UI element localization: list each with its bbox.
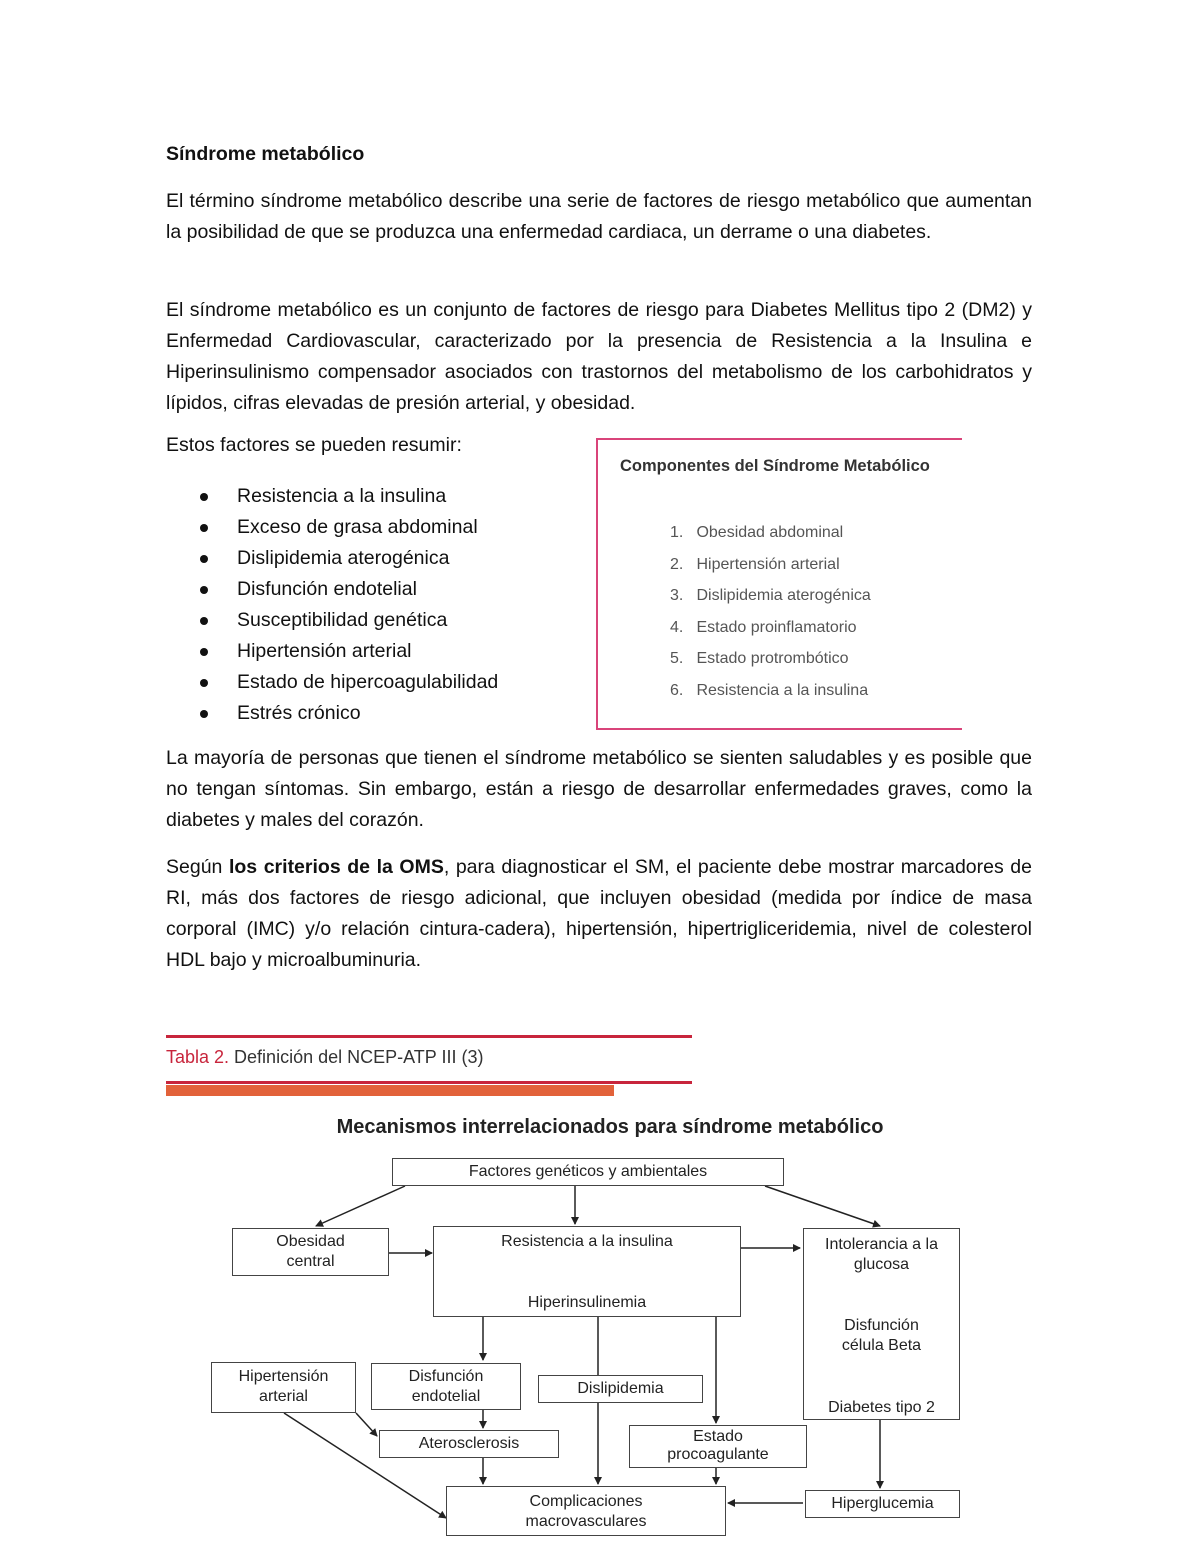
list-item: 2. Hipertensión arterial: [670, 555, 840, 573]
list-item: Susceptibilidad genética: [166, 605, 498, 636]
list-item: 3. Dislipidemia aterogénica: [670, 587, 871, 604]
components-title: Componentes del Síndrome Metabólico: [620, 457, 930, 475]
node-dyslipidemia: Dislipidemia: [538, 1375, 703, 1403]
table-caption: Tabla 2. Definición del NCEP-ATP III (3): [166, 1047, 484, 1067]
oms-criteria-emphasis: los criterios de la OMS: [228, 856, 444, 878]
paragraph-risk-factors: El síndrome metabólico es un conjunto de factores de riesgo para Diabetes Mellitus tipo 2 (DM2) y Enfermedad Cardiovascular, caracterizado por la presencia de Resistencia a la Insulina e Hiperinsulinismo compensador asociados con trastornos del metabolismo de los carbohidratos y lípidos, cifras elevadas de presión arterial, y obesidad.: [166, 299, 1032, 414]
list-item: Disfunción endotelial: [166, 574, 498, 605]
factors-intro: Estos factores se pueden resumir:: [166, 434, 462, 456]
list-item: Hipertensión arterial: [166, 636, 498, 667]
paragraph-oms-criteria: Según los criterios de la OMS, para diagnosticar el SM, el paciente debe mostrar marcadores de RI, más dos factores de riesgo adicional, que incluyen obesidad (medida por índice de masa corporal (IMC) y/o relación cintura-cadera), hipertensión, hipertrigliceridemia, nivel de colesterol HDL bajo y microalbuminuria.: [166, 856, 1033, 971]
node-procoagulant-state: Estado procoagulante: [629, 1425, 807, 1468]
node-hyperglycemia: Hiperglucemia: [805, 1490, 960, 1518]
node-macrovascular-complications: Complicaciones macrovasculares: [446, 1486, 726, 1536]
list-item: Dislipidemia aterogénica: [166, 543, 498, 574]
paragraph-symptoms: La mayoría de personas que tienen el síndrome metabólico se sienten saludables y es posible que no tengan síntomas. Sin embargo, están a riesgo de desarrollar enfermedades graves, como la diabetes y males del corazón.: [166, 747, 1032, 831]
node-atherosclerosis: Aterosclerosis: [379, 1430, 559, 1458]
paragraph-definition: El término síndrome metabólico describe una serie de factores de riesgo metabólico que aumentan la posibilidad de que se produzca una enfermedad cardiaca, un derrame o una diabetes.: [166, 190, 1032, 243]
node-genetic-environmental-factors: Factores genéticos y ambientales: [392, 1158, 784, 1186]
list-item: 5. Estado protrombótico: [670, 650, 849, 667]
node-hypertension: Hipertensión arterial: [211, 1362, 356, 1413]
list-item: 1. Obesidad abdominal: [670, 524, 844, 541]
page-title: Síndrome metabólico: [166, 143, 365, 165]
list-item: 6. Resistencia a la insulina: [670, 681, 869, 699]
node-central-obesity: Obesidad central: [232, 1228, 389, 1276]
list-item: 4. Estado proinflamatorio: [670, 618, 857, 636]
node-glucose-intolerance-group: Intolerancia a la glucosa Disfunción célula Beta Diabetes tipo 2: [803, 1228, 960, 1420]
list-item: Estado de hipercoagulabilidad: [166, 667, 498, 698]
diagram-title: Mecanismos interrelacionados para síndrome metabólico: [336, 1116, 884, 1138]
node-endothelial-dysfunction: Disfunción endotelial: [371, 1363, 521, 1410]
list-item: Resistencia a la insulina: [166, 481, 498, 512]
node-insulin-resistance: Resistencia a la insulina Hiperinsulinemia: [433, 1226, 741, 1317]
list-item: Exceso de grasa abdominal: [166, 512, 498, 543]
list-item: Estrés crónico: [166, 698, 498, 729]
